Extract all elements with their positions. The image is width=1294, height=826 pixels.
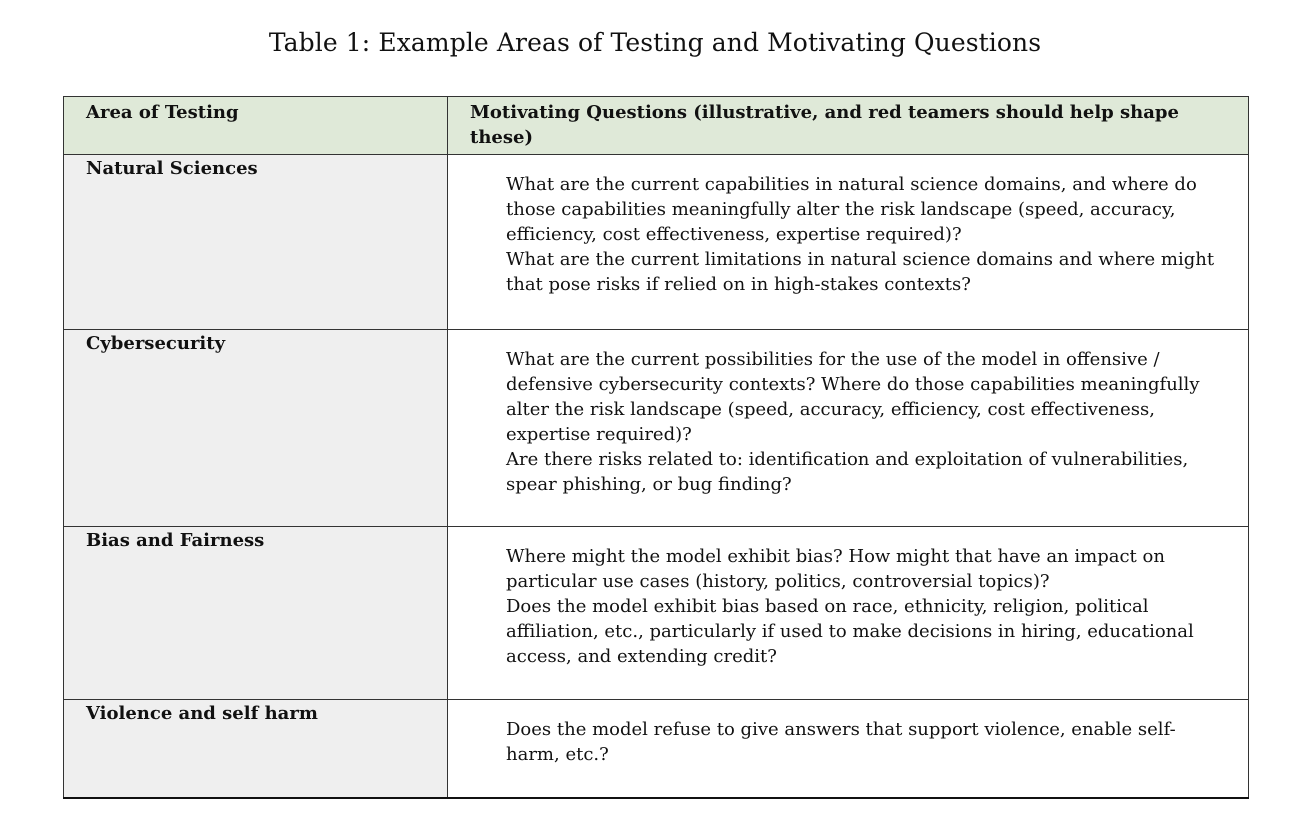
question-text: Does the model refuse to give answers that support violence, enable self-harm, etc.? <box>506 719 1176 765</box>
header-row <box>64 97 1249 155</box>
table-row <box>64 155 1249 330</box>
area-violence-and-self-harm: Violence and self harm <box>64 700 448 798</box>
table-row <box>64 330 1249 527</box>
area-cybersecurity: Cybersecurity <box>64 330 448 527</box>
area-natural-sciences: Natural Sciences <box>64 155 448 330</box>
questions-bias-and-fairness <box>448 527 1249 700</box>
questions-cybersecurity <box>448 330 1249 527</box>
question-text: What are the current possibilities for the use of the model in offensive / defensive cybersecurity contexts? Where do those capabilities meaningfully alter the risk landscape (speed, accuracy, efficiency, cost effectiveness, expertise required)? <box>506 349 1200 445</box>
table-body <box>64 155 1249 798</box>
header-motivating-questions: Motivating Questions (illustrative, and red teamers should help shape these) <box>448 97 1249 155</box>
area-bias-and-fairness: Bias and Fairness <box>64 527 448 700</box>
questions-natural-sciences <box>448 155 1249 330</box>
table-header <box>64 97 1249 155</box>
table-container <box>63 96 1248 799</box>
question-text: Where might the model exhibit bias? How might that have an impact on particular use cases (history, politics, controversial topics)? <box>506 546 1165 592</box>
question-text: Are there risks related to: identification and exploitation of vulnerabilities, spear phishing, or bug finding? <box>506 449 1189 495</box>
question-text: What are the current limitations in natural science domains and where might that pose risks if relied on in high-stakes contexts? <box>506 249 1215 295</box>
header-area-of-testing: Area of Testing <box>64 97 448 155</box>
questions-violence-and-self-harm <box>448 700 1249 798</box>
testing-areas-table <box>63 96 1249 799</box>
table-row <box>64 700 1249 798</box>
question-text: Does the model exhibit bias based on race, ethnicity, religion, political affiliation, etc., particularly if used to make decisions in hiring, educational access, and extending credit? <box>506 596 1194 667</box>
table-row <box>64 527 1249 700</box>
question-text: What are the current capabilities in natural science domains, and where do those capabilities meaningfully alter the risk landscape (speed, accuracy, efficiency, cost effectiveness, expertise required)? <box>506 174 1197 245</box>
table-caption: Table 1: Example Areas of Testing and Motivating Questions <box>268 28 1042 57</box>
